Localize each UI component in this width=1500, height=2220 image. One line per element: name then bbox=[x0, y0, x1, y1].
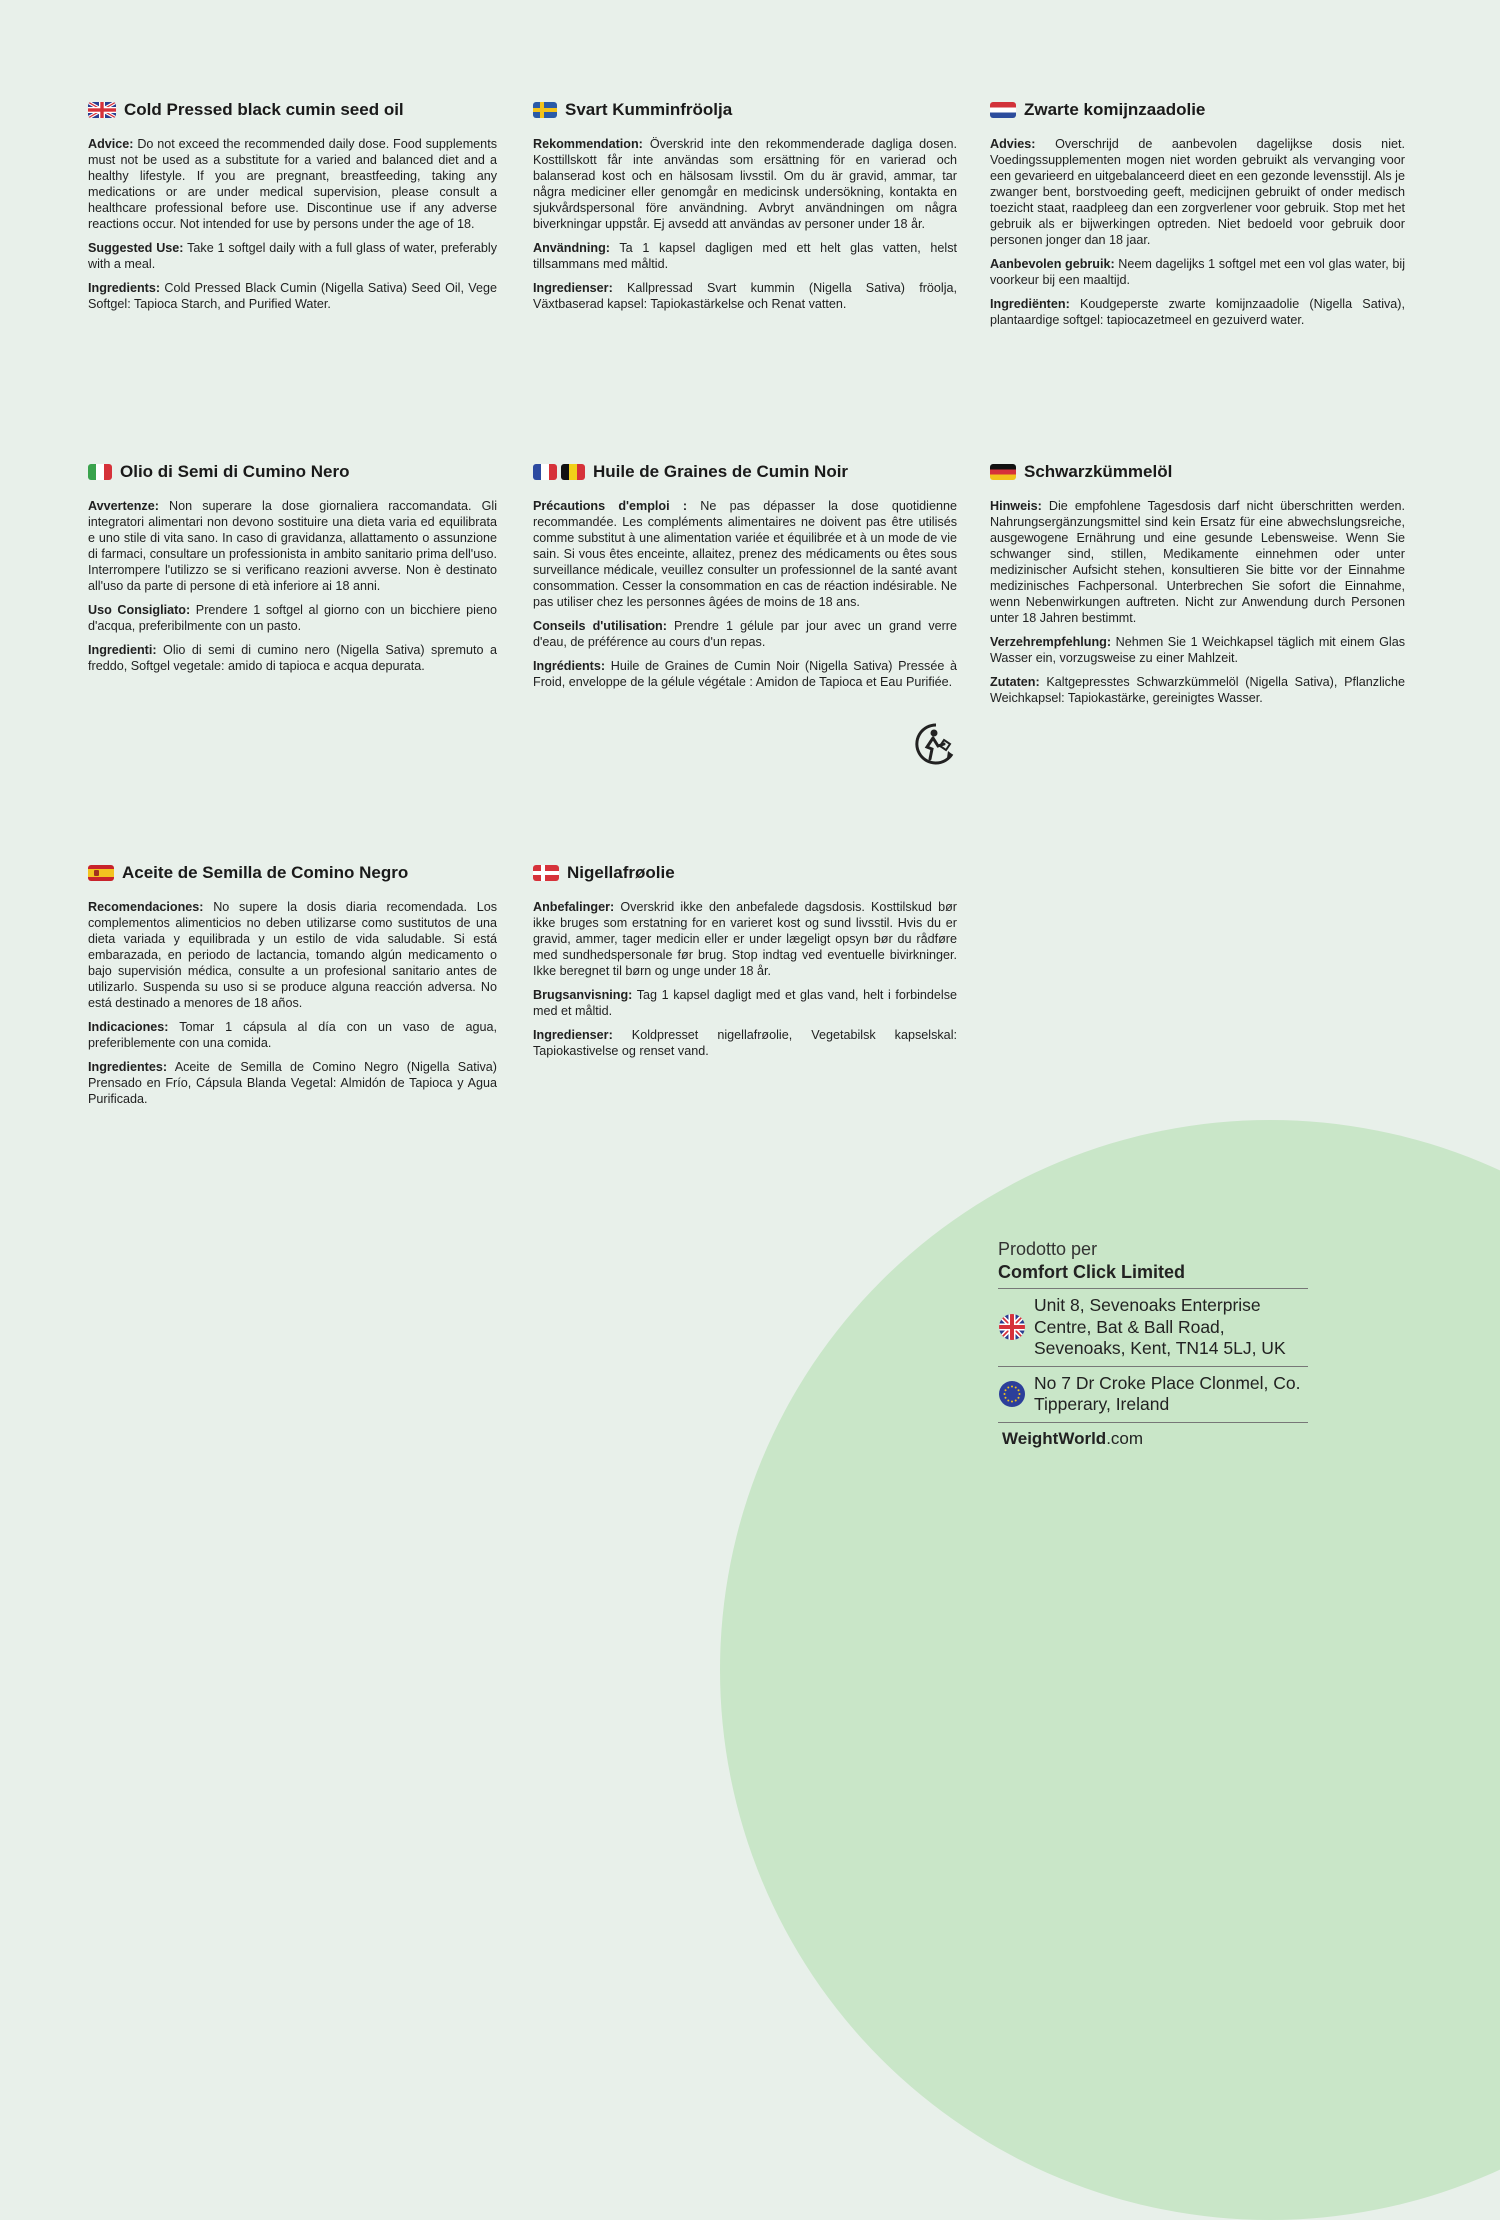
section-title: Nigellafrøolie bbox=[567, 863, 675, 882]
use-paragraph: Indicaciones: Tomar 1 cápsula al día con un vaso de agua, preferiblemente con una comida. bbox=[88, 1020, 497, 1050]
section-heading bbox=[533, 460, 957, 484]
use-paragraph: Användning: Ta 1 kapsel dagligen med ett helt glas vatten, helst tillsammans med måltid. bbox=[533, 241, 957, 271]
advice-paragraph: Anbefalinger: Overskrid ikke den anbefalede dagsdosis. Kosttilskud bør ikke bruges som erstatning for en varieret kost og sund livsstil. Hvis du er gravid, ammer, tager medicin eller er under lægeligt opsyn bør du rådføre med sundhedspersonale før brug. Stop indtag ved eventuelle bivirkninger. Ikke beregnet til børn og unge under 18 år. bbox=[533, 900, 957, 978]
section-heading bbox=[533, 861, 957, 885]
divider bbox=[998, 1422, 1308, 1423]
netherlands-flag-icon bbox=[990, 102, 1016, 118]
section-title: Schwarzkümmelöl bbox=[1024, 462, 1173, 481]
section-heading bbox=[88, 98, 497, 122]
sweden-flag-icon bbox=[533, 102, 557, 118]
section-en bbox=[88, 98, 497, 320]
section-it bbox=[88, 460, 497, 682]
ingredients-paragraph: Zutaten: Kaltgepresstes Schwarzkümmelöl (Nigella Sativa), Pflanzliche Weichkapsel: Tapiokastärke, gereinigtes Wasser. bbox=[990, 675, 1405, 705]
manufacturer-info bbox=[998, 1238, 1308, 1449]
section-es bbox=[88, 861, 497, 1115]
spain-flag-icon bbox=[88, 865, 114, 881]
advice-paragraph: Rekommendation: Överskrid inte den rekommenderade dagliga dosen. Kosttillskott får inte användas som ersättning för en varierad och balanserad kost och en hälsosam livsstil. Om du är gravid, ammar, tar några mediciner eller genomgår en medicinsk undersökning, kontakta en sjukvårdspersonal före användning. Avbryt användningen om några biverkningar uppstår. Ej avsedd att användas av personer under 18 år. bbox=[533, 137, 957, 231]
section-title: Zwarte komijnzaadolie bbox=[1024, 100, 1206, 119]
section-heading bbox=[990, 98, 1405, 122]
use-paragraph: Uso Consigliato: Prendere 1 softgel al giorno con un bicchiere pieno d'acqua, preferibilmente con un pasto. bbox=[88, 603, 497, 633]
denmark-flag-icon bbox=[533, 865, 559, 881]
eu-flag-icon bbox=[998, 1380, 1026, 1408]
advice-paragraph: Précautions d'emploi : Ne pas dépasser la dose quotidienne recommandée. Les compléments alimentaires ne doivent pas être utilisés comme substitut à une alimentation variée et équilibrée et à un mode de vie sain. Si vous êtes enceinte, allaitez, prenez des médicaments ou êtes sous surveillance médicale, veuillez consulter un professionnel de la santé avant consommation. Cesser la consommation en cas de réaction indésirable. Ne pas utiliser chez les personnes âgées de moins de 18 ans. bbox=[533, 499, 957, 609]
eu-address-row bbox=[998, 1371, 1308, 1418]
advice-paragraph: Advies: Overschrijd de aanbevolen dagelijkse dosis niet. Voedingssupplementen mogen niet worden gebruikt als vervanging voor een gevarieerd en uitgebalanceerd dieet en een gezonde levensstijl. Als je zwanger bent, borstvoeding geeft, medicijnen gebruikt of onder medisch toezicht staat, raadpleeg dan een zorgverlener voor gebruik. Stop met het gebruik als er bijwerkingen optreden. Niet bedoeld voor gebruik door personen jonger dan 18 jaar. bbox=[990, 137, 1405, 247]
use-paragraph: Aanbevolen gebruik: Neem dagelijks 1 softgel met een vol glas water, bij voorkeur bij een maaltijd. bbox=[990, 257, 1405, 287]
ingredients-paragraph: Ingredienser: Kallpressad Svart kummin (Nigella Sativa) fröolja, Växtbaserad kapsel: Tapiokastärkelse och Renat vatten. bbox=[533, 281, 957, 311]
section-da bbox=[533, 861, 957, 1067]
section-nl bbox=[990, 98, 1405, 336]
brand-website: WeightWorld.com bbox=[1002, 1428, 1144, 1448]
ingredients-paragraph: Ingrédients: Huile de Graines de Cumin Noir (Nigella Sativa) Pressée à Froid, enveloppe de la gélule végétale : Amidon de Tapioca et Eau Purifiée. bbox=[533, 659, 957, 689]
use-paragraph: Brugsanvisning: Tag 1 kapsel dagligt med et glas vand, helt i forbindelse med et måltid. bbox=[533, 988, 957, 1018]
belgium-flag-icon bbox=[561, 464, 585, 480]
section-title: Huile de Graines de Cumin Noir bbox=[593, 462, 849, 481]
ingredients-paragraph: Ingredienser: Koldpresset nigellafrøolie, Vegetabilsk kapselskal: Tapiokastivelse og renset vand. bbox=[533, 1028, 957, 1058]
produced-for-label: Prodotto per bbox=[998, 1239, 1098, 1259]
section-de bbox=[990, 460, 1405, 714]
section-heading bbox=[533, 98, 957, 122]
divider bbox=[998, 1288, 1308, 1289]
advice-paragraph: Advice: Do not exceed the recommended daily dose. Food supplements must not be used as a substitute for a varied and balanced diet and a healthy lifestyle. If you are pregnant, breastfeeding, taking any medications or are under medical supervision, please consult a healthcare professional before use. Discontinue use if any adverse reactions occur. Not intended for use by persons under the age of 18. bbox=[88, 137, 497, 231]
section-heading bbox=[88, 861, 497, 885]
section-title: Aceite de Semilla de Comino Negro bbox=[122, 863, 409, 882]
ingredients-paragraph: Ingredientes: Aceite de Semilla de Comino Negro (Nigella Sativa) Prensado en Frío, Cápsula Blanda Vegetal: Almidón de Tapioca y Agua Purificada. bbox=[88, 1060, 497, 1106]
uk-flag-icon bbox=[998, 1313, 1026, 1341]
section-sv bbox=[533, 98, 957, 320]
ingredients-paragraph: Ingredients: Cold Pressed Black Cumin (Nigella Sativa) Seed Oil, Vege Softgel: Tapioca Starch, and Purified Water. bbox=[88, 281, 497, 311]
section-title: Cold Pressed black cumin seed oil bbox=[124, 100, 404, 119]
advice-paragraph: Hinweis: Die empfohlene Tagesdosis darf nicht überschritten werden. Nahrungsergänzungsmittel sind kein Ersatz für eine abwechslungsreiche, ausgewogene Ernährung und eine gesunde Lebensweise. Wenn Sie schwanger sind, stillen, Medikamente einnehmen oder unter medizinischer Aufsicht stehen, konsultieren Sie bitte vor der Einnahme medizinisches Fachpersonal. Unterbrechen Sie sofort die Einnahme, wenn Nebenwirkungen auftreten. Nicht zur Anwendung durch Personen unter 18 Jahren bestimmt. bbox=[990, 499, 1405, 625]
germany-flag-icon bbox=[990, 464, 1016, 480]
triman-recycle-icon bbox=[914, 722, 958, 766]
section-title: Svart Kumminfröolja bbox=[565, 100, 733, 119]
use-paragraph: Verzehrempfehlung: Nehmen Sie 1 Weichkapsel täglich mit einem Glas Wasser ein, vorzugsweise zu einer Mahlzeit. bbox=[990, 635, 1405, 665]
company-name: Comfort Click Limited bbox=[998, 1262, 1186, 1282]
section-fr bbox=[533, 460, 957, 698]
advice-paragraph: Avvertenze: Non superare la dose giornaliera raccomandata. Gli integratori alimentari non devono sostituire una dieta varia ed equilibrata e uno stile di vita sano. In caso di gravidanza, allattamento o assunzione di farmaci, consultare un professionista in ambito sanitario prima dell'uso. Interrompere l'utilizzo se si verificano reazioni avverse. Non è destinato all'uso da parte di persone di età inferiore ai 18 anni. bbox=[88, 499, 497, 593]
uk-address: Unit 8, Sevenoaks Enterprise Centre, Bat & Ball Road, Sevenoaks, Kent, TN14 5LJ, UK bbox=[1034, 1295, 1286, 1358]
eu-address: No 7 Dr Croke Place Clonmel, Co. Tipperary, Ireland bbox=[1034, 1372, 1301, 1414]
use-paragraph: Conseils d'utilisation: Prendre 1 gélule par jour avec un grand verre d'eau, de préférence au cours d'un repas. bbox=[533, 619, 958, 649]
use-paragraph: Suggested Use: Take 1 softgel daily with a full glass of water, preferably with a meal. bbox=[88, 241, 497, 271]
section-heading bbox=[88, 460, 497, 484]
ingredients-paragraph: Ingredienti: Olio di semi di cumino nero (Nigella Sativa) spremuto a freddo, Softgel vegetale: amido di tapioca e acqua depurata. bbox=[88, 643, 497, 673]
divider bbox=[998, 1366, 1308, 1367]
ingredients-paragraph: Ingrediënten: Koudgeperste zwarte komijnzaadolie (Nigella Sativa), plantaardige softgel: tapiocazetmeel en gezuiverd water. bbox=[990, 297, 1405, 327]
italy-flag-icon bbox=[88, 464, 112, 480]
section-heading bbox=[990, 460, 1405, 484]
france-flag-icon bbox=[533, 464, 557, 480]
section-title: Olio di Semi di Cumino Nero bbox=[120, 462, 350, 481]
uk-flag-icon bbox=[88, 102, 116, 118]
advice-paragraph: Recomendaciones: No supere la dosis diaria recomendada. Los complementos alimenticios no deben utilizarse como sustitutos de una dieta variada y equilibrada y un estilo de vida saludable. Si está embarazada, en periodo de lactancia, tomando algún medicamento o bajo supervisión médica, consulte a un profesional sanitario antes de utilizarlo. Suspenda su uso si se produce alguna reacción adversa. No está destinado a menores de 18 años. bbox=[88, 900, 497, 1010]
uk-address-row bbox=[998, 1293, 1308, 1362]
